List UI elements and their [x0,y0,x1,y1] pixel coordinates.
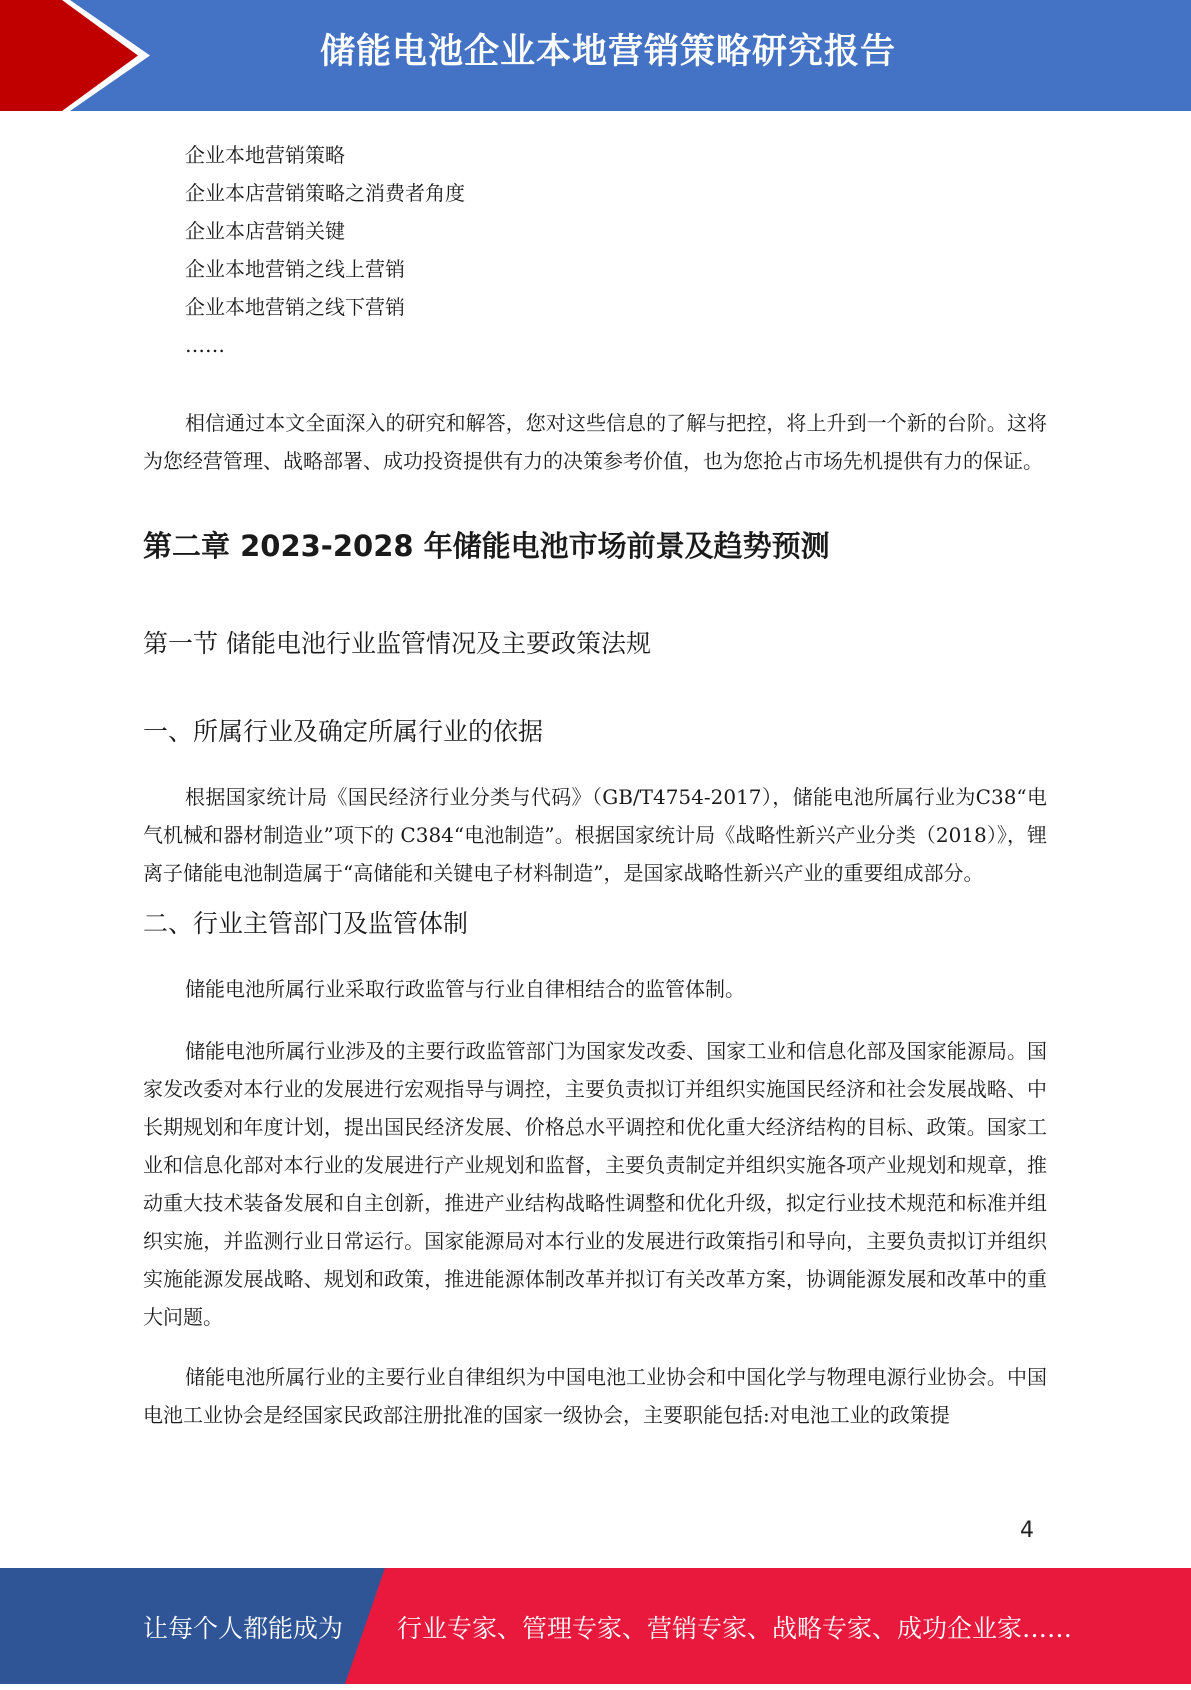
page-number: 4 [1020,1518,1034,1543]
footer-band [0,1568,1191,1684]
body-paragraph: 根据国家统计局《国民经济行业分类与代码》（GB/T4754-2017），储能电池所属行业为C38“电气机械和器材制造业”项下的 C384“电池制造”。根据国家统计局《战略性新兴产业分类（2018）》，锂离子储能电池制造属于“高储能和关键电子材料制造”，是国家战略性新兴产业的重要组成部分。 [143,785,1047,885]
chevron-icon [0,0,160,111]
body-paragraph: 储能电池所属行业的主要行业自律组织为中国电池工业协会和中国化学与物理电源行业协会。中国电池工业协会是经国家民政部注册批准的国家一级协会，主要职能包括:对电池工业的政策提 [143,1365,1047,1427]
chapter-title: 第二章 2023-2028 年储能电池市场前景及趋势预测 [143,529,830,563]
toc-item: 企业本地营销之线上营销 [185,257,405,281]
subsection-title: 二、行业主管部门及监管体制 [143,909,469,938]
toc-list [143,136,1047,364]
toc-item: …… [185,333,225,357]
header-band [0,0,1191,111]
toc-item: 企业本地营销之线下营销 [185,295,405,319]
document-body [143,136,1047,1434]
toc-item: 企业本地营销策略 [185,143,345,167]
footer-slogan-right: 行业专家、管理专家、营销专家、战略专家、成功企业家…… [397,1614,1073,1643]
footer-slogan-left: 让每个人都能成为 [143,1614,344,1643]
body-paragraph: 储能电池所属行业采取行政监管与行业自律相结合的监管体制。 [185,977,745,1001]
toc-item: 企业本店营销策略之消费者角度 [185,181,465,205]
intro-paragraph: 相信通过本文全面深入的研究和解答，您对这些信息的了解与把控，将上升到一个新的台阶。这将为您经营管理、战略部署、成功投资提供有力的决策参考价值，也为您抢占市场先机提供有力的保证。 [143,411,1047,473]
subsection-title: 一、所属行业及确定所属行业的依据 [143,717,544,746]
toc-item: 企业本店营销关键 [185,219,345,243]
body-paragraph: 储能电池所属行业涉及的主要行政监管部门为国家发改委、国家工业和信息化部及国家能源局。国家发改委对本行业的发展进行宏观指导与调控，主要负责拟订并组织实施国民经济和社会发展战略、中长期规划和年度计划，提出国民经济发展、价格总水平调控和优化重大经济结构的目标、政策。国家工业和信息化部对本行业的发展进行产业规划和监督，主要负责制定并组织实施各项产业规划和规章，推动重大技术装备发展和自主创新，推进产业结构战略性调整和优化升级，拟定行业技术规范和标准并组织实施，并监测行业日常运行。国家能源局对本行业的发展进行政策指引和导向，主要负责拟订并组织实施能源发展战略、规划和政策，推进能源体制改革并拟订有关改革方案，协调能源发展和改革中的重大问题。 [143,1039,1047,1329]
report-title: 储能电池企业本地营销策略研究报告 [320,32,897,72]
section-title: 第一节 储能电池行业监管情况及主要政策法规 [143,629,651,658]
